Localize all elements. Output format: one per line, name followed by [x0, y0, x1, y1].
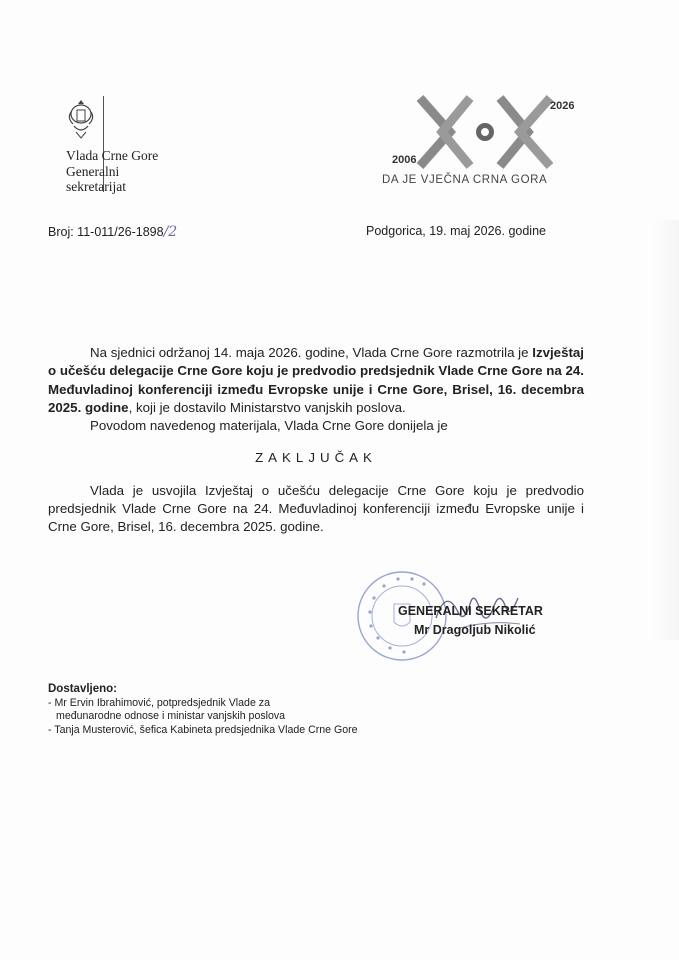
reference-number-text: Broj: 11-011/26-1898	[48, 225, 164, 239]
institution-line-1: Vlada Crne Gore	[66, 148, 159, 163]
distribution-list	[48, 683, 358, 737]
document-body	[48, 344, 584, 537]
paragraph-1-bold: Izvještaj o učešću delegacije Crne Gore koju je predvodio predsjednik Vlade Crne Gore na 24. Međuvladinoj konferenciji između Evropske unije i Crne Gore, Brisel, 16. decembra 2025. godine	[48, 345, 584, 415]
paragraph-1-lead: Na sjednici održanoj 14. maja 2026. godine, Vlada Crne Gore razmotrila je	[90, 345, 533, 360]
distribution-item: međunarodne odnose i ministar vanjskih poslova	[56, 710, 286, 723]
conclusion-heading: ZAKLJUČAK	[255, 450, 377, 466]
anniversary-year-start: 2006	[392, 154, 417, 166]
paragraph-2: Povodom navedenog materijala, Vlada Crne Gore donijela je	[90, 418, 448, 434]
institution-name	[66, 148, 158, 195]
paragraph-1-tail: , koji je dostavilo Ministarstvo vanjskih poslova.	[128, 399, 406, 415]
distribution-item: - Mr Ervin Ibrahimović, potpredsjednik Vlade za	[48, 697, 270, 710]
paragraph-1	[48, 344, 584, 417]
institution-line-2: Generalni	[66, 163, 120, 179]
xx-logo-icon	[410, 92, 560, 172]
institution-line-3: sekretarijat	[66, 179, 126, 194]
paragraph-3: Vlada je usvojila Izvještaj o učešću delegacije Crne Gore koju je predvodio predsjednik Vlade Crne Gore na 24. Međuvladinoj konferenciji između Evropske unije i Crne Gore, Brisel, 16. decembra 2025. godine.	[48, 482, 584, 535]
distribution-item: - Tanja Musterović, šefica Kabineta predsjednika Vlade Crne Gore	[48, 723, 358, 736]
reference-number	[48, 224, 177, 240]
place-date: Podgorica, 19. maj 2026. godine	[366, 224, 546, 238]
coat-of-arms-icon	[66, 98, 96, 142]
anniversary-year-end: 2026	[550, 100, 575, 112]
scan-edge-shade	[650, 220, 679, 640]
signatory-name: Mr Dragoljub Nikolić	[414, 623, 536, 637]
anniversary-motto: DA JE VJEČNA CRNA GORA	[382, 174, 548, 186]
distribution-title: Dostavljeno:	[48, 683, 118, 695]
handwritten-suffix: /2	[163, 224, 178, 240]
anniversary-logo	[382, 92, 592, 196]
signatory-title: GENERALNI SEKRETAR	[398, 604, 543, 618]
